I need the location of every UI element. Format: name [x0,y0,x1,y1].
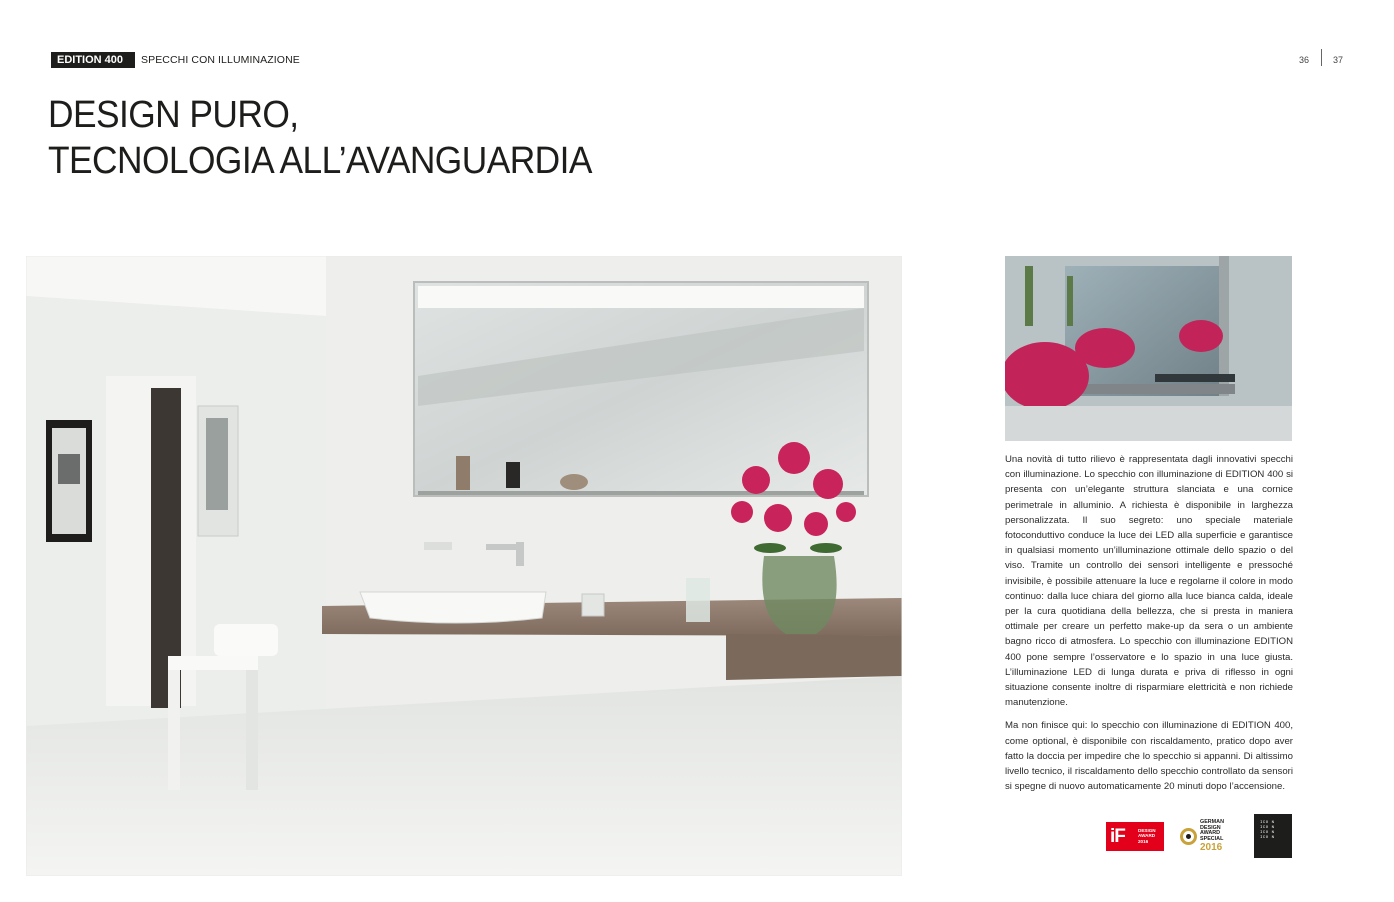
design-label-logo [1254,814,1292,858]
page-number-left: 36 [1299,55,1310,65]
award-logos [1106,814,1296,858]
design-label-row: ICO N [1260,821,1275,825]
if-logo-line-2: AWARD [1138,833,1156,839]
bathroom-photo [26,256,902,876]
body-paragraph-2: Ma non finisce qui: lo specchio con illuminazione di EDITION 400, come optional, è disponibile con riscaldamento, pratico dopo aver fatto la doccia per impedire che lo specchio si appanni. Di altissimo livello tecnico, il riscaldamento dello specchio controllato da sensori si spegne di nuovo automaticamente 20 minuti dopo l’accensione. [1005,720,1293,793]
medal-icon [1180,828,1197,845]
if-logo-line-1: DESIGN [1138,828,1156,833]
if-logo-mark: iF [1110,826,1125,847]
design-label-row: ICO N [1260,836,1275,840]
german-award-text [1200,820,1240,842]
headline-line-2: TECNOLOGIA ALL’AVANGUARDIA [48,140,592,182]
page-number-right: 37 [1333,55,1344,65]
design-label-text [1260,821,1286,841]
design-label-row: ICO N [1260,831,1275,835]
german-award-line-2: DESIGN [1200,824,1221,831]
german-design-award-logo [1180,819,1240,855]
if-logo-line-3: 2016 [1138,838,1149,844]
if-logo-text [1138,828,1164,844]
mirror-detail-photo [1005,256,1292,441]
design-label-row: ICO N [1260,826,1275,830]
body-paragraph-1: Una novità di tutto rilievo è rappresentata dagli innovativi specchi con illuminazione. Lo specchio con illuminazione di EDITION 400 si presenta con un’elegante struttura slanciata e una cornice perimetrale in alluminio. A richiesta è disponibile in larghezza personalizzata. Il suo segreto: uno speciale materiale fotoconduttivo conduce la luce dei LED alla superficie e garantisce in qualsiasi momento un’illuminazione ottimale dello spazio o del viso. Tramite un controllo dei sensori intelligente e pressoché invisibile, è possibile attenuare la luce e regolarne il colore in modo continuo: dalla luce chiara del giorno alla luce bianca calda, ideale per la cura quotidiana della bellezza, che si presta in maniera ottimale per creare un perfetto make-up da sera o un ambiente bagno ricco di atmosfera. Lo specchio con illuminazione EDITION 400 pone sempre l’osservatore e lo spazio in una luce giusta. L’illuminazione LED di lunga durata e priva di riflesso in ogni situazione consente inoltre di risparmiare elettricità e non richiede manutenzione. [1005,454,1293,709]
edition-badge: EDITION 400 [51,52,135,68]
german-award-year: 2016 [1200,842,1223,853]
headline [48,92,592,184]
german-award-line-1: GERMAN [1200,819,1224,825]
body-text [1005,452,1293,802]
german-award-line-4: SPECIAL [1200,835,1224,842]
german-award-line-3: AWARD [1200,830,1221,837]
if-design-award-logo [1106,822,1164,851]
page-number-divider [1321,49,1322,66]
section-title: SPECCHI CON ILLUMINAZIONE [141,54,300,66]
headline-line-1: DESIGN PURO, [48,94,299,136]
